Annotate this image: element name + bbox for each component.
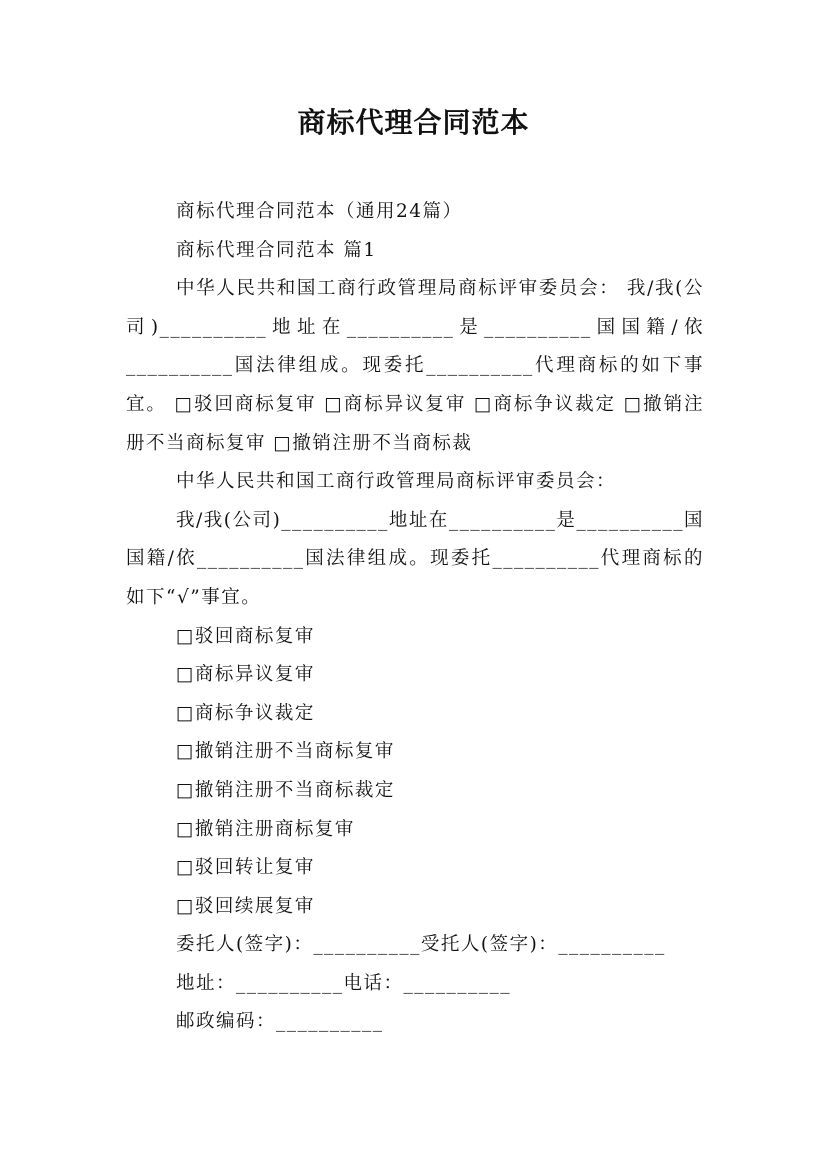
checkbox-item-rejection-review: □驳回商标复审 [175, 625, 315, 647]
checkbox-item-improper-registration-ruling: □撤销注册不当商标裁定 [175, 779, 395, 801]
checkbox-item-opposition-review: □商标异议复审 [175, 664, 315, 686]
signature-line: 委托人(签字)：__________受托人(签字)：__________ [175, 934, 666, 956]
paragraph-addressee: 中华人民共和国工商行政管理局商标评审委员会： [175, 471, 616, 493]
checkbox-item-improper-registration-review: □撤销注册不当商标复审 [175, 741, 395, 763]
document-body [126, 193, 704, 1042]
postal-code-line: 邮政编码：__________ [175, 1011, 384, 1033]
checkbox-item-transfer-rejection-review: □驳回转让复审 [175, 857, 315, 879]
paragraph-section-heading: 商标代理合同范本 篇1 [175, 239, 377, 261]
document-title: 商标代理合同范本 [297, 106, 530, 139]
checkbox-item-revoke-registration-review: □撤销注册商标复审 [175, 818, 355, 840]
checkbox-item-dispute-ruling: □商标争议裁定 [175, 702, 315, 724]
checkbox-item-renewal-rejection-review: □驳回续展复审 [175, 895, 315, 917]
paragraph-intro-combined: 中华人民共和国工商行政管理局商标评审委员会： 我/我(公司)__________地址在__________是__________国国籍/依__________国法律组成。现委托__________代理商标的如下事宜。 □驳回商标复审 □商标异议复审 □商标争议裁定 □撤销注册不当商标复审 □撤销注册不当商标裁 [126, 278, 704, 454]
paragraph-entrustment: 我/我(公司)__________地址在__________是__________国国籍/依__________国法律组成。现委托__________代理商标的如下“√”事宜。 [126, 509, 704, 608]
address-phone-line: 地址：__________电话：__________ [175, 972, 511, 994]
paragraph-subtitle: 商标代理合同范本（通用24篇） [175, 201, 463, 222]
